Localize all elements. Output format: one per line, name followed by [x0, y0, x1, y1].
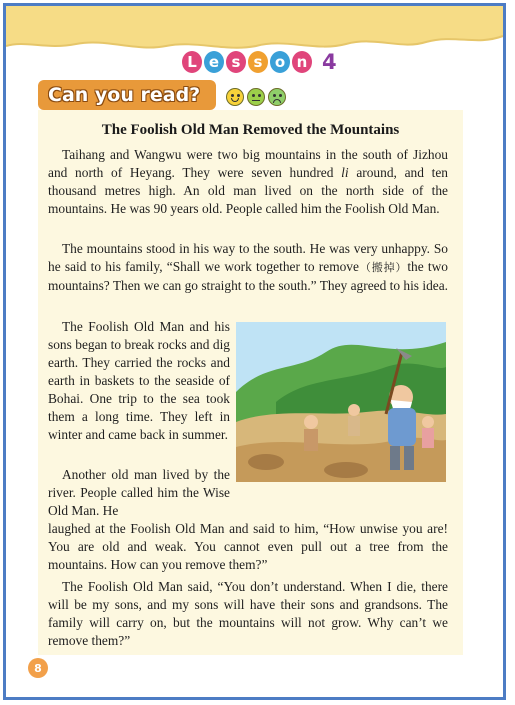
lesson-letter: s — [226, 51, 246, 73]
page-number: 8 — [28, 658, 48, 678]
p1-text-b: around, and ten thousand metres high. An old man lived on the north side of the mountains. He was 90 years old. People called him the Foolish Old Man. — [48, 165, 448, 216]
paragraph-4-start: Another old man lived by the river. People called him the Wise Old Man. He — [48, 467, 230, 518]
lesson-letter: s — [248, 51, 268, 73]
paragraph-2 — [48, 240, 448, 295]
lesson-letter: o — [270, 51, 290, 73]
torn-paper-header — [6, 6, 503, 52]
p2-text-b: the two mountains? Then we can go straight to the south.” They agreed to his idea. — [48, 259, 449, 293]
story-illustration — [236, 322, 446, 482]
mood-faces — [226, 88, 289, 106]
happy-face-icon — [226, 88, 244, 106]
section-label: Can you read? — [48, 84, 201, 106]
paragraph-5: The Foolish Old Man said, “You don’t understand. When I die, there will be my sons, and my sons will have their sons and grandsons. The family will carry on, but the mountains will not grow. Why can’t we remove them?” — [48, 579, 448, 648]
sad-face-icon — [268, 88, 286, 106]
p2-gloss: （搬掉） — [358, 261, 408, 274]
lesson-letter: L — [182, 51, 202, 73]
p1-li: li — [341, 165, 349, 180]
story-title: The Foolish Old Man Removed the Mountains — [101, 122, 400, 138]
p2-text-a: The mountains stood in his way to the south. He was very unhappy. So he said to his family, “Shall we work together to remove — [48, 241, 448, 274]
paragraph-3: The Foolish Old Man and his sons began to break rocks and dig earth. They carried the rocks and earth in baskets to the seaside of Bohai. One trip to the sea took them a long time. They left in winter and came back in summer. — [48, 319, 230, 442]
lesson-letter: e — [204, 51, 224, 73]
p1-text-a: Taihang and Wangwu were two big mountains in the south of Jizhou and north of Heyang. They were seven hundred — [48, 147, 448, 180]
neutral-face-icon — [247, 88, 265, 106]
paragraph-1 — [48, 146, 448, 218]
paragraph-4-end: laughed at the Foolish Old Man and said to him, “How unwise you are! You are old and weak. You cannot even pull out a tree from the mountains. How can you remove them?” — [48, 521, 448, 572]
lesson-letter: n — [292, 51, 312, 73]
lesson-number: 4 — [322, 50, 337, 74]
lesson-heading — [182, 48, 337, 76]
